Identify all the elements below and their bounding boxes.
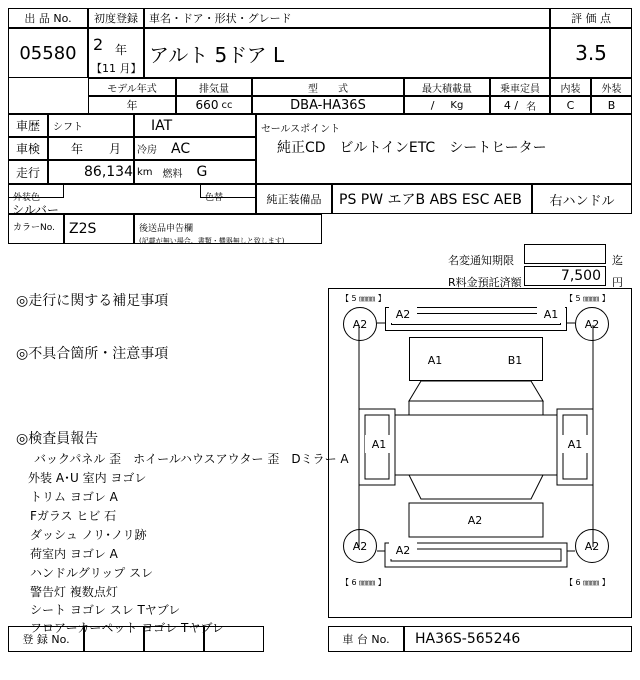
inspector-line: バックパネル 歪 ホイールハウスアウター 歪 Dミラー A	[34, 452, 349, 466]
mileage-label: 走行	[8, 160, 48, 184]
mark-bottom-bumper: A2	[389, 541, 417, 559]
sales-point-block	[256, 114, 632, 184]
ac-cell	[134, 137, 256, 160]
shipping-note: (記載が無い場合、書類・機器無しと致します)	[139, 237, 285, 245]
exterior-color-value: シルバー	[12, 203, 59, 217]
capacity-value: 4 / 名	[490, 96, 550, 114]
size-tag-top-left: 【 5 ㎜㎜ 】	[341, 294, 386, 303]
mark-left-door: A1	[365, 435, 393, 453]
exterior-label: 外装	[591, 78, 632, 96]
registration-cell-2	[144, 626, 204, 652]
exterior-value: B	[591, 96, 632, 114]
name-change-suffix: 迄	[612, 254, 623, 267]
max-load-value: / Kg	[404, 96, 490, 114]
interior-value: C	[550, 96, 591, 114]
exhibit-no-value-box: 05580	[8, 28, 88, 78]
chassis-no-value: HA36S-565246	[404, 626, 632, 652]
ac-label: 冷房	[137, 145, 157, 156]
size-tag-bottom-left: 【 6 ㎜㎜ 】	[341, 578, 386, 587]
mileage-unit: km	[137, 166, 153, 178]
inspector-line: 外装 A･U 室内 ヨゴレ	[28, 471, 147, 485]
first-reg-label: 初度登録	[88, 8, 144, 28]
defect-note-title: ◎不具合箇所・注意事項	[16, 346, 169, 362]
inspector-line: シート ヨゴレ スレ Tヤブレ	[30, 603, 181, 617]
handle-position: 右ハンドル	[532, 184, 632, 214]
r-fee-unit: 円	[612, 276, 623, 289]
driving-note-title: ◎走行に関する補足事項	[16, 293, 169, 309]
model-value-box: アルト 5ドア L	[144, 28, 550, 78]
size-tag-bottom-right: 【 6 ㎜㎜ 】	[565, 578, 610, 587]
chassis-no-label: 車 台 No.	[328, 626, 404, 652]
car-outline	[329, 289, 631, 617]
inspection-year: 年	[71, 142, 84, 156]
model-year-value: 年	[88, 96, 176, 114]
inspection-label: 車検	[8, 137, 48, 160]
first-reg-value-box	[88, 28, 144, 78]
model-label: 車名・ドア・形状・グレード	[144, 8, 550, 28]
inspector-line: 荷室内 ヨゴレ A	[30, 547, 118, 561]
name-change-value	[524, 244, 606, 264]
exhibit-no-label: 出 品 No.	[8, 8, 88, 28]
type-label: 型 式	[252, 78, 404, 96]
displacement-value: 660 cc	[176, 96, 252, 114]
inspector-line: ハンドルグリップ スレ	[30, 566, 154, 580]
inspection-month: 月	[109, 142, 122, 156]
rating-value-box: 3.5	[550, 28, 632, 78]
inspector-line: Fガラス ヒビ 石	[30, 509, 117, 523]
fuel-cell	[134, 160, 256, 184]
mark-bl-corner: A2	[343, 529, 377, 563]
displacement-label: 排気量	[176, 78, 252, 96]
damage-diagram	[328, 288, 632, 618]
model-year-label: モデル年式	[88, 78, 176, 96]
inspector-line: ダッシュ ノリ･ノリ跡	[30, 528, 147, 542]
max-load-label: 最大積載量	[404, 78, 490, 96]
shift-label-cell: シフト	[48, 114, 134, 137]
std-equip-label: 純正装備品	[256, 184, 332, 214]
registration-no-label: 登 録 No.	[8, 626, 84, 652]
fuel-label: 燃料	[162, 168, 183, 180]
mark-rear-center: A2	[461, 511, 489, 529]
mark-hood-right: B1	[501, 351, 529, 369]
history-label: 車歴	[8, 114, 48, 137]
std-equip-value: PS PW エアB ABS ESC AEB	[332, 184, 532, 214]
name-change-label: 名変通知期限	[448, 254, 514, 267]
mark-br-corner: A2	[575, 529, 609, 563]
mark-right-door: A1	[561, 435, 589, 453]
rating-label: 評 価 点	[550, 8, 632, 28]
mark-tl-corner: A2	[343, 307, 377, 341]
registration-cell-3	[204, 626, 264, 652]
sales-point-label: セールスポイント	[261, 124, 341, 135]
first-reg-year-unit: 年	[115, 43, 128, 57]
inspector-report-title: ◎検査員報告	[16, 431, 99, 447]
shipping-declaration	[134, 214, 322, 244]
color-no-value: Z2S	[64, 214, 134, 244]
mileage-value-cell: 86,134	[48, 160, 134, 184]
color-change-label: 色替	[200, 184, 256, 198]
first-reg-month: 【11 月】	[91, 62, 142, 75]
inspector-line: 警告灯 複数点灯	[30, 585, 118, 599]
r-fee-label: R料金預託済額	[448, 276, 522, 289]
registration-cell-1	[84, 626, 144, 652]
first-reg-year: 2	[93, 35, 104, 54]
fuel-value: G	[196, 164, 208, 180]
r-fee-value: 7,500	[524, 266, 606, 286]
mark-tr-corner: A2	[575, 307, 609, 341]
mark-hood-left: A1	[421, 351, 449, 369]
type-value: DBA-HA36S	[252, 96, 404, 114]
inspector-line: トリム ヨゴレ A	[30, 490, 118, 504]
ac-value: AC	[171, 140, 191, 157]
inspector-line: フロアーカーペット ヨゴレ Tヤブレ	[30, 621, 224, 635]
mark-top-right-panel: A1	[537, 305, 565, 323]
color-no-label: カラーNo.	[8, 214, 64, 244]
exterior-color-label: 外装色	[8, 184, 64, 198]
mark-top-left-panel: A2	[389, 305, 417, 323]
size-tag-top-right: 【 5 ㎜㎜ 】	[565, 294, 610, 303]
shipping-label: 後送品申告欄	[139, 224, 194, 234]
shift-value-cell: IAT	[134, 114, 256, 137]
inspection-date-cell	[48, 137, 134, 160]
capacity-label: 乗車定員	[490, 78, 550, 96]
sales-point-value: 純正CD ビルトインETC シートヒーター	[277, 140, 547, 156]
interior-label: 内装	[550, 78, 591, 96]
